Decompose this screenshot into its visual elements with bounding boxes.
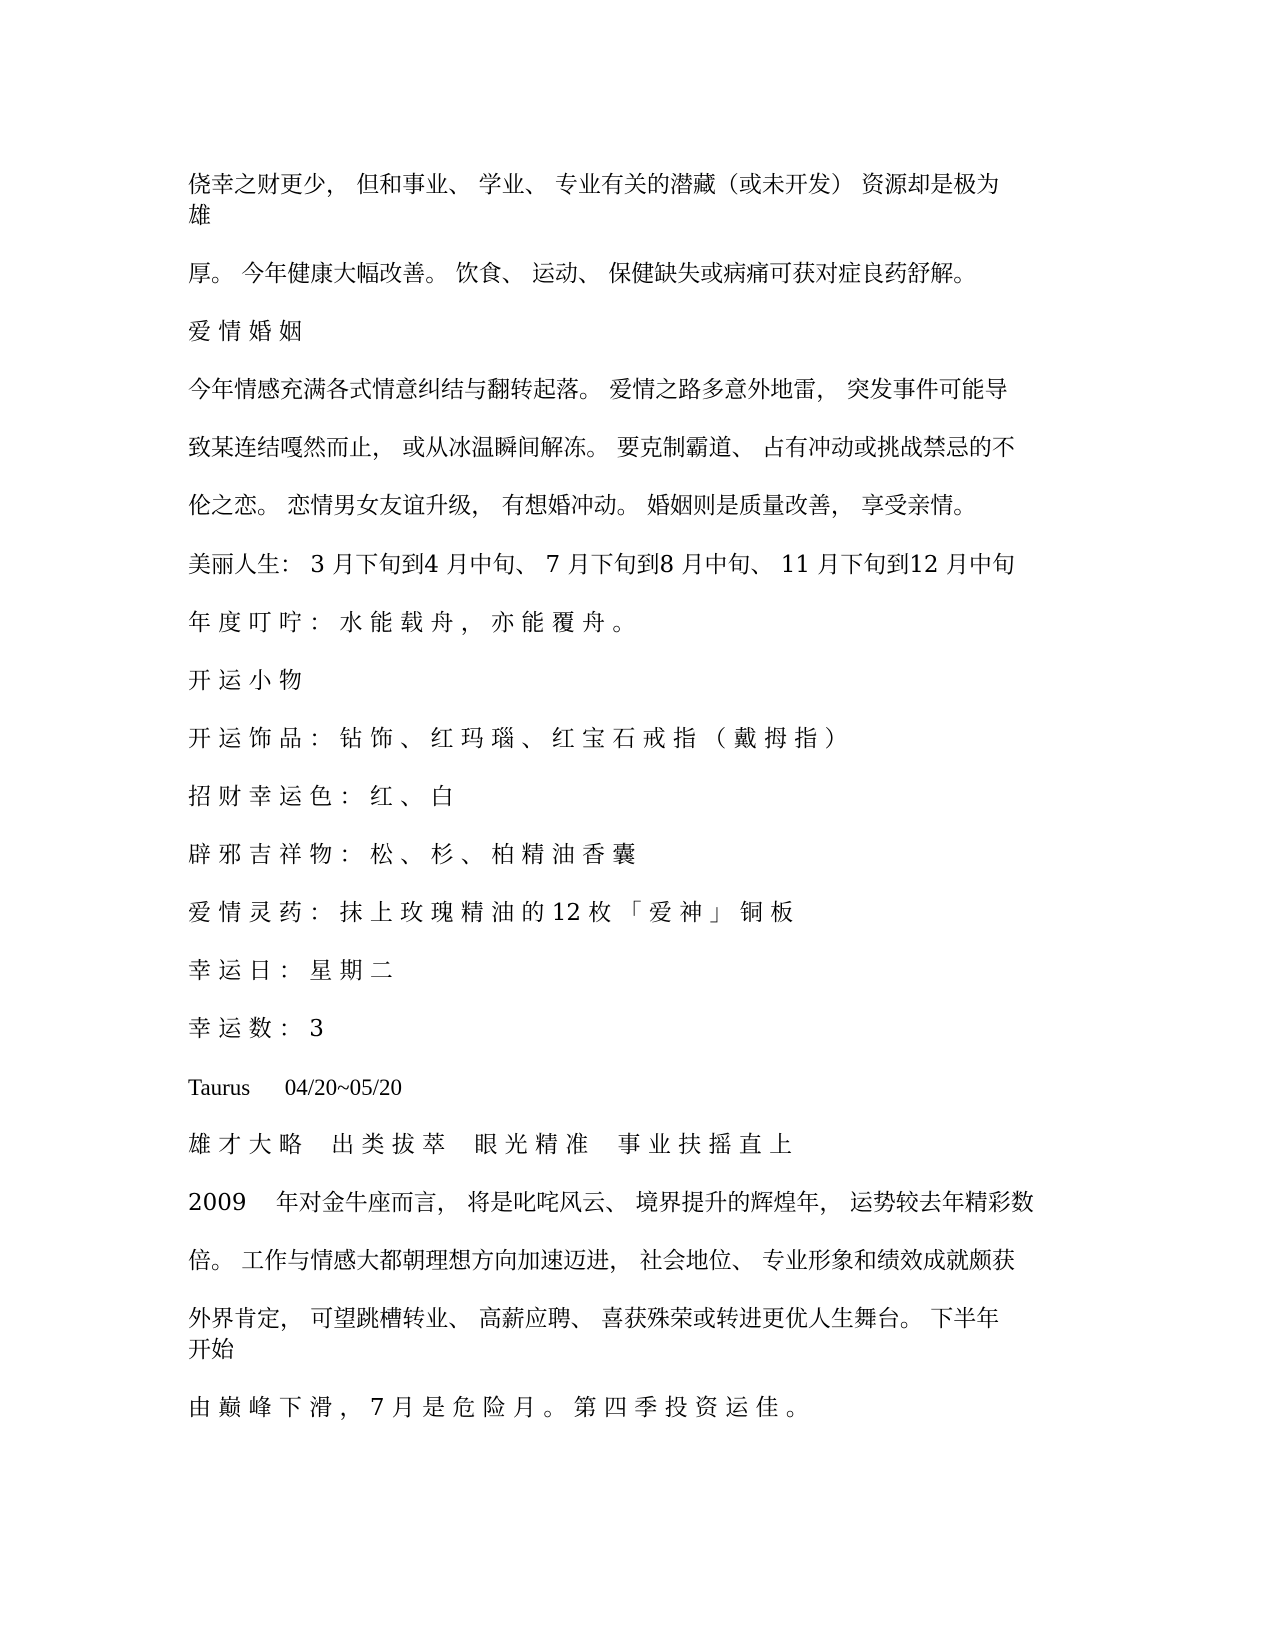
text-line: 爱 情 灵 药 ： 抹 上 玫 瑰 精 油 的 12 枚 「 爱 神 」 铜 板 <box>188 900 794 926</box>
text-line: 外界肯定， 可望跳槽转业、 高薪应聘、 喜获殊荣或转进更优人生舞台。 下半年 <box>188 1306 1000 1332</box>
sign-heading-taurus: Taurus 04/20~05/20 <box>188 1075 402 1100</box>
text-line: 开始 <box>188 1337 234 1363</box>
text-line: 雄 才 大 略 出 类 拔 萃 眼 光 精 准 事 业 扶 摇 直 上 <box>188 1132 793 1158</box>
text-line: 美丽人生： 3 月下旬到4 月中旬、 7 月下旬到8 月中旬、 11 月下旬到12 月中旬 <box>188 552 1015 578</box>
text-line: 辟 邪 吉 祥 物 ： 松 、 杉 、 柏 精 油 香 囊 <box>188 842 636 868</box>
text-line: 由 巅 峰 下 滑 ， 7 月 是 危 险 月 。 第 四 季 投 资 运 佳 。 <box>188 1395 809 1421</box>
text-line: 幸 运 数 ： 3 <box>188 1016 324 1042</box>
section-heading-lucky-items: 开 运 小 物 <box>188 668 302 694</box>
text-line: 今年情感充满各式情意纠结与翻转起落。 爱情之路多意外地雷， 突发事件可能导 <box>188 377 1008 403</box>
text-line: 招 财 幸 运 色 ： 红 、 白 <box>188 784 454 810</box>
text-line: 致某连结嘎然而止， 或从冰温瞬间解冻。 要克制霸道、 占有冲动或挑战禁忌的不 <box>188 435 1015 461</box>
text-line: 伦之恋。 恋情男女友谊升级， 有想婚冲动。 婚姻则是质量改善， 享受亲情。 <box>188 493 977 519</box>
text-line: 2009 年对金牛座而言， 将是叱咤风云、 境界提升的辉煌年， 运势较去年精彩数 <box>188 1190 1034 1216</box>
text-line: 侥幸之财更少， 但和事业、 学业、 专业有关的潜藏（或未开发） 资源却是极为 <box>188 172 1000 198</box>
text-line: 开 运 饰 品 ： 钻 饰 、 红 玛 瑙 、 红 宝 石 戒 指 （ 戴 拇 指 ） <box>188 726 848 752</box>
text-line: 雄 <box>188 203 211 229</box>
text-line: 幸 运 日 ： 星 期 二 <box>188 958 393 984</box>
text-line: 倍。 工作与情感大都朝理想方向加速迈进， 社会地位、 专业形象和绩效成就颇获 <box>188 1248 1015 1274</box>
section-heading-love-marriage: 爱 情 婚 姻 <box>188 319 302 345</box>
text-line: 年 度 叮 咛 ： 水 能 载 舟 ， 亦 能 覆 舟 。 <box>188 610 636 636</box>
text-line: 厚。 今年健康大幅改善。 饮食、 运动、 保健缺失或病痛可获对症良药舒解。 <box>188 261 977 287</box>
